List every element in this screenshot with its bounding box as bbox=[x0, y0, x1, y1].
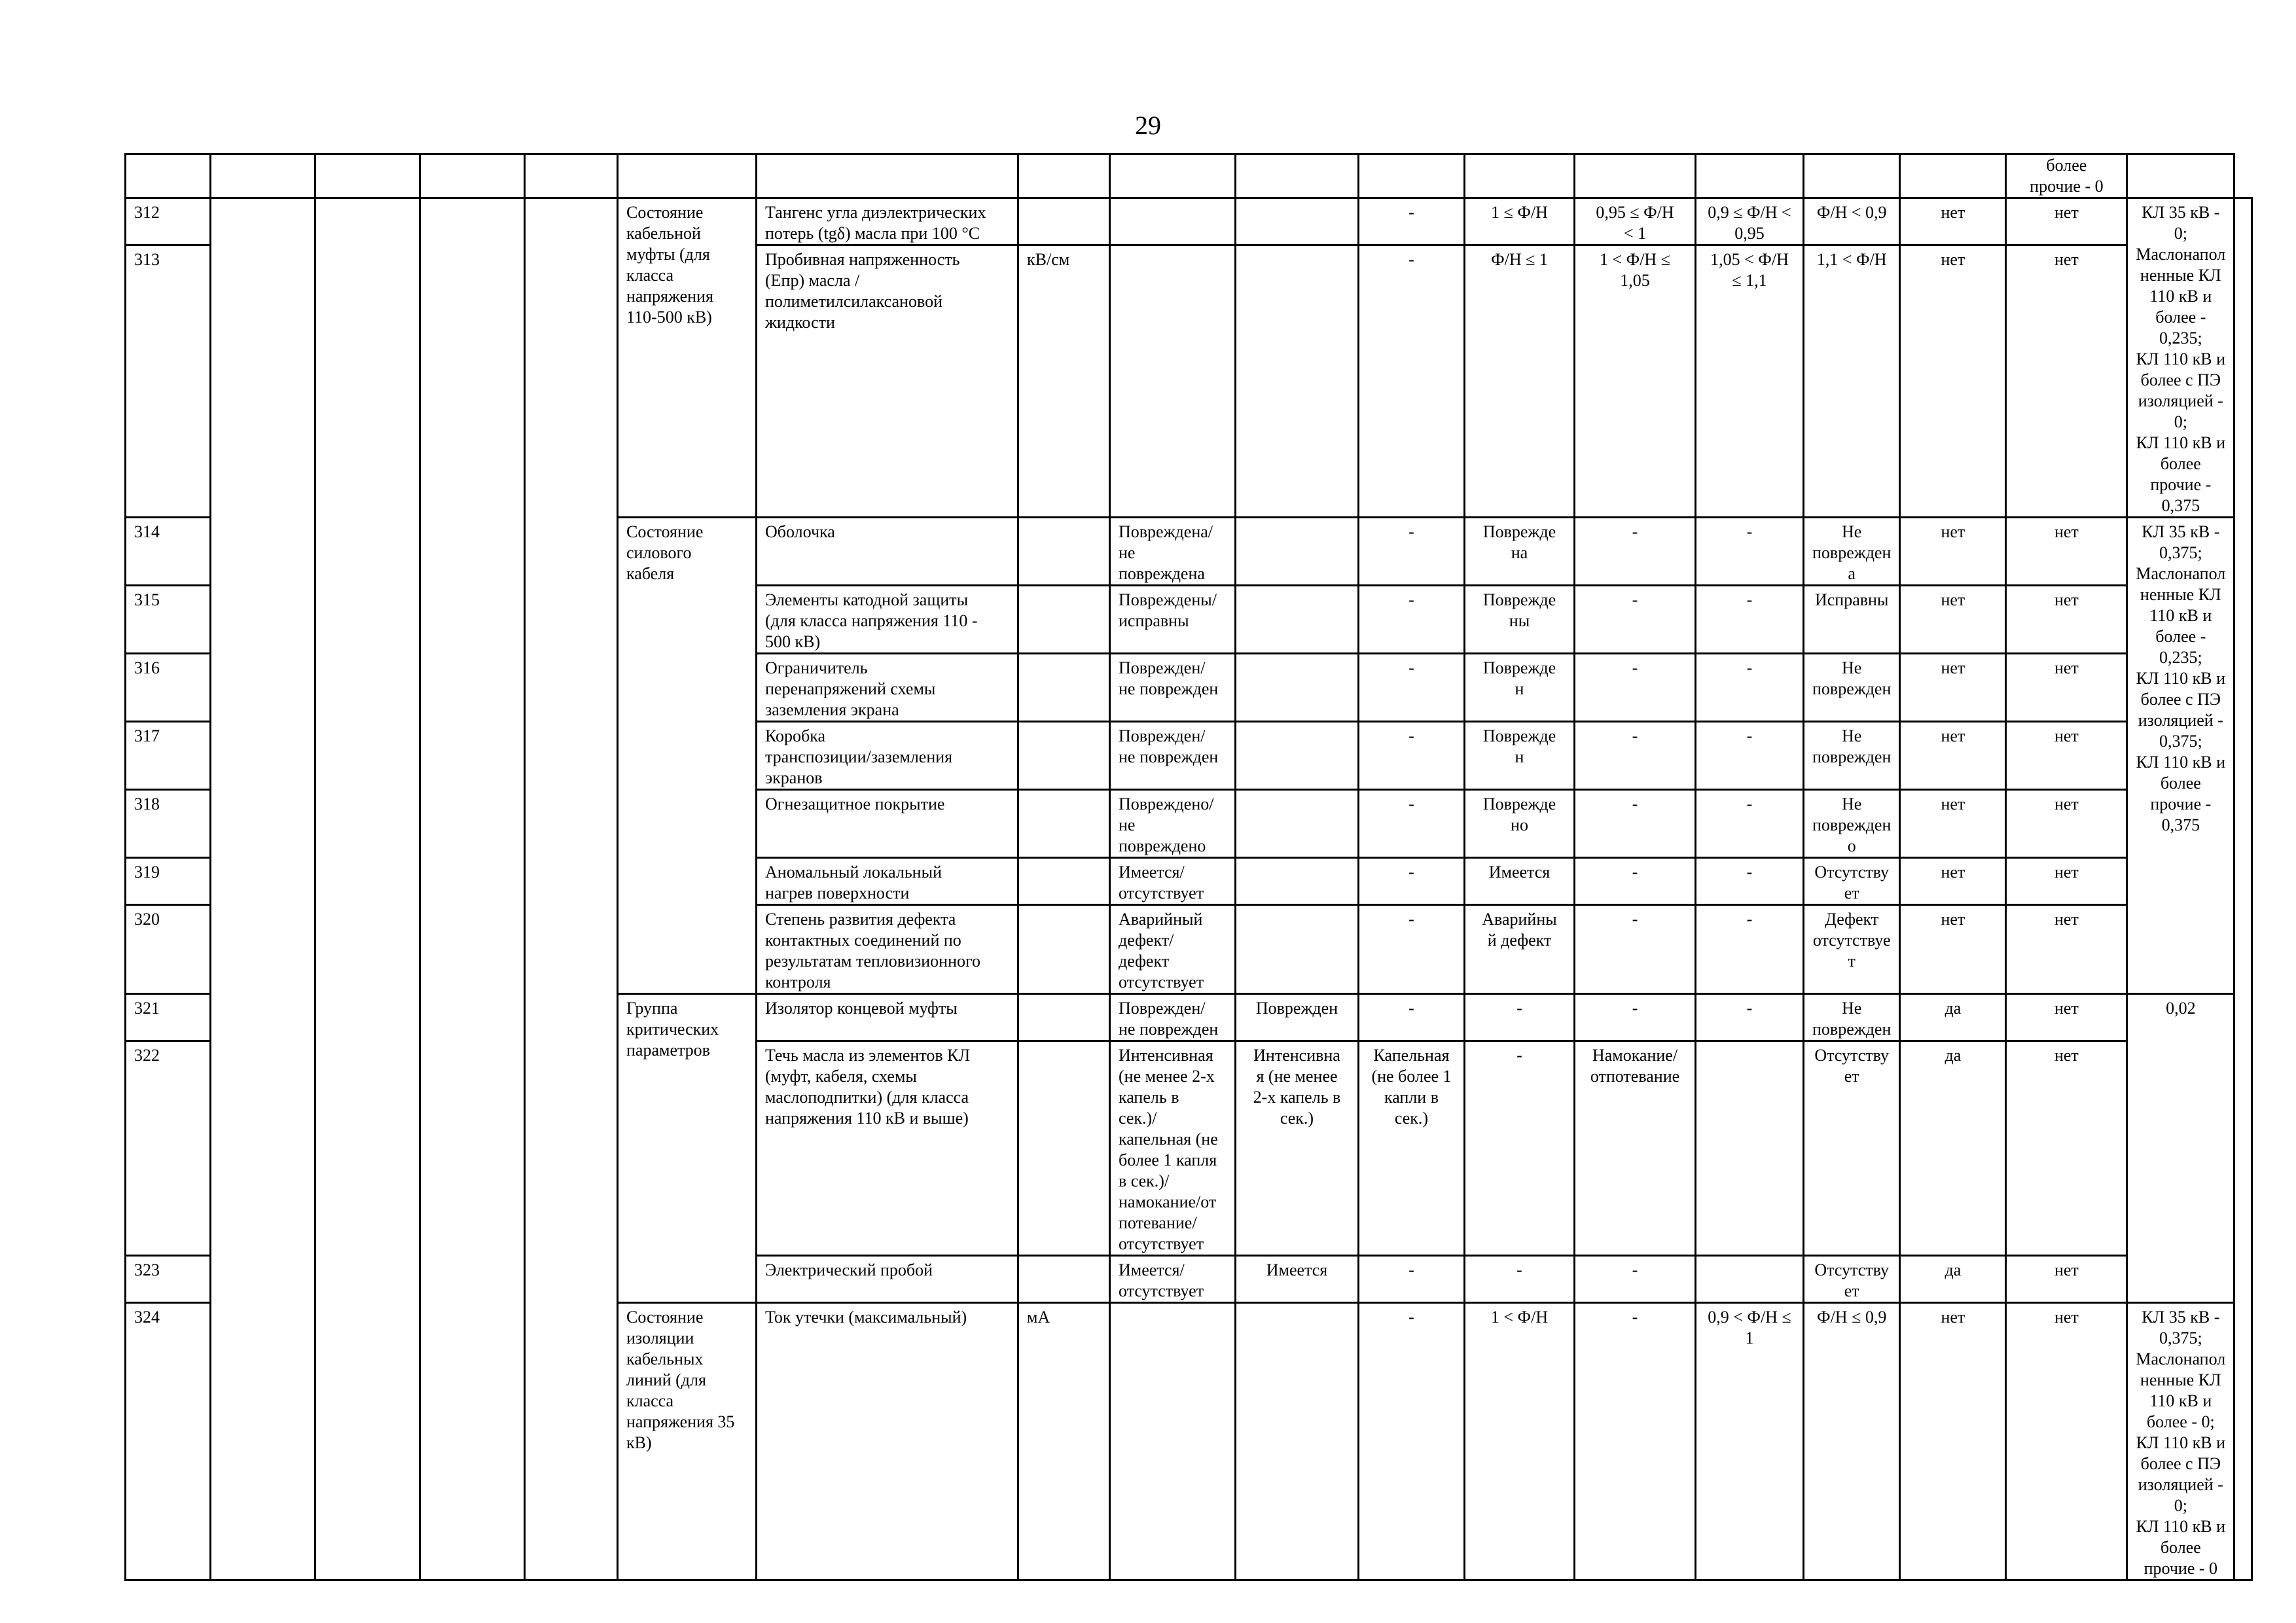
parameter-cell: Ограничитель перенапряжений схемы заземления экрана bbox=[757, 654, 1018, 722]
range-cell-1: - bbox=[1465, 1041, 1575, 1256]
values-cell bbox=[1110, 1303, 1236, 1580]
group-name-cell: Состояние изоляции кабельных линий (для класса напряжения 35 кВ) bbox=[618, 1303, 757, 1580]
table-row-continuation bbox=[126, 154, 2252, 198]
unit-cell bbox=[1018, 1041, 1110, 1256]
note-cell: КЛ 35 кВ - 0,375; Маслонапол ненные КЛ 110 кВ и более - 0,235; КЛ 110 кВ и более с ПЭ изоляцией - 0,375; КЛ 110 кВ и более прочие - 0,375 bbox=[2127, 518, 2234, 994]
unit-cell bbox=[1018, 518, 1110, 586]
critical-cell bbox=[1236, 858, 1359, 905]
unit-cell: кВ/см bbox=[1018, 245, 1110, 518]
level-cell: - bbox=[1359, 790, 1465, 858]
parameter-cell: Изолятор концевой муфты bbox=[757, 994, 1018, 1041]
critical-cell bbox=[1236, 722, 1359, 790]
range-cell-1: Поврежде ны bbox=[1465, 586, 1575, 654]
row-number-cell: 320 bbox=[126, 905, 211, 994]
critical-cell bbox=[1236, 654, 1359, 722]
critical-cell bbox=[1236, 518, 1359, 586]
empty-cell bbox=[525, 198, 618, 1580]
flag-cell-b: нет bbox=[2006, 654, 2127, 722]
critical-cell bbox=[1236, 905, 1359, 994]
range-cell-4: Ф/Н ≤ 0,9 bbox=[1804, 1303, 1900, 1580]
row-number-cell: 314 bbox=[126, 518, 211, 586]
flag-cell-b: нет bbox=[2006, 1303, 2127, 1580]
values-cell bbox=[1110, 245, 1236, 518]
flag-cell-b: нет bbox=[2006, 722, 2127, 790]
range-cell-3: - bbox=[1696, 654, 1804, 722]
parameter-cell: Коробка транспозиции/заземления экранов bbox=[757, 722, 1018, 790]
level-cell: - bbox=[1359, 586, 1465, 654]
range-cell-1: Аварийны й дефект bbox=[1465, 905, 1575, 994]
level-cell: - bbox=[1359, 722, 1465, 790]
range-cell-2: - bbox=[1575, 905, 1696, 994]
flag-cell-a: нет bbox=[1900, 586, 2006, 654]
range-cell-1: Поврежде на bbox=[1465, 518, 1575, 586]
range-cell-3: - bbox=[1696, 994, 1804, 1041]
flag-cell-b: нет bbox=[2006, 518, 2127, 586]
unit-cell bbox=[1018, 654, 1110, 722]
flag-cell-a: нет bbox=[1900, 790, 2006, 858]
flag-cell-a: нет bbox=[1900, 905, 2006, 994]
critical-cell: Поврежден bbox=[1236, 994, 1359, 1041]
unit-cell bbox=[1018, 1256, 1110, 1303]
empty-cell bbox=[2234, 198, 2252, 1580]
values-cell: Имеется/ отсутствует bbox=[1110, 858, 1236, 905]
parameters-table bbox=[124, 153, 2253, 1581]
range-cell-1: - bbox=[1465, 994, 1575, 1041]
empty-cell bbox=[420, 198, 525, 1580]
parameter-cell: Электрический пробой bbox=[757, 1256, 1018, 1303]
values-cell: Поврежден/ не поврежден bbox=[1110, 654, 1236, 722]
range-cell-2: - bbox=[1575, 994, 1696, 1041]
range-cell-4: Не поврежден bbox=[1804, 722, 1900, 790]
range-cell-3: - bbox=[1696, 905, 1804, 994]
flag-cell-b: нет bbox=[2006, 586, 2127, 654]
range-cell-1: Имеется bbox=[1465, 858, 1575, 905]
group-name-cell: Группа критических параметров bbox=[618, 994, 757, 1303]
row-number-cell: 318 bbox=[126, 790, 211, 858]
row-number-cell: 323 bbox=[126, 1256, 211, 1303]
unit-cell bbox=[1018, 198, 1110, 245]
values-cell: Имеется/ отсутствует bbox=[1110, 1256, 1236, 1303]
row-number-cell: 321 bbox=[126, 994, 211, 1041]
range-cell-3 bbox=[1696, 1256, 1804, 1303]
range-cell-1: 1 < Ф/Н bbox=[1465, 1303, 1575, 1580]
group-name-cell: Состояние силового кабеля bbox=[618, 518, 757, 994]
level-cell: - bbox=[1359, 245, 1465, 518]
values-cell bbox=[1110, 198, 1236, 245]
unit-cell bbox=[1018, 905, 1110, 994]
row-number-cell: 312 bbox=[126, 198, 211, 245]
range-cell-4: Исправны bbox=[1804, 586, 1900, 654]
flag-cell-a: да bbox=[1900, 994, 2006, 1041]
range-cell-4: 1,1 < Ф/Н bbox=[1804, 245, 1900, 518]
level-cell: - bbox=[1359, 198, 1465, 245]
values-cell: Повреждены/ исправны bbox=[1110, 586, 1236, 654]
range-cell-2: - bbox=[1575, 790, 1696, 858]
values-cell: Повреждено/ не повреждено bbox=[1110, 790, 1236, 858]
parameter-cell: Огнезащитное покрытие bbox=[757, 790, 1018, 858]
range-cell-1: Поврежде но bbox=[1465, 790, 1575, 858]
row-number-cell: 322 bbox=[126, 1041, 211, 1256]
parameter-cell: Аномальный локальный нагрев поверхности bbox=[757, 858, 1018, 905]
table-row bbox=[126, 198, 2252, 245]
range-cell-4: Отсутству ет bbox=[1804, 858, 1900, 905]
level-cell: - bbox=[1359, 654, 1465, 722]
note-cell: КЛ 35 кВ - 0; Маслонапол ненные КЛ 110 кВ и более - 0,235; КЛ 110 кВ и более с ПЭ изоляцией - 0; КЛ 110 кВ и более прочие - 0,375 bbox=[2127, 198, 2234, 518]
row-number-cell: 315 bbox=[126, 586, 211, 654]
range-cell-1: 1 ≤ Ф/Н bbox=[1465, 198, 1575, 245]
range-cell-3: 1,05 < Ф/Н ≤ 1,1 bbox=[1696, 245, 1804, 518]
flag-cell-b: нет bbox=[2006, 245, 2127, 518]
parameter-cell: Оболочка bbox=[757, 518, 1018, 586]
flag-cell-a: нет bbox=[1900, 858, 2006, 905]
range-cell-2: 0,95 ≤ Ф/Н < 1 bbox=[1575, 198, 1696, 245]
level-cell: Капельная (не более 1 капли в сек.) bbox=[1359, 1041, 1465, 1256]
row-number-cell: 316 bbox=[126, 654, 211, 722]
parameter-cell: Течь масла из элементов КЛ (муфт, кабеля, схемы маслоподпитки) (для класса напряжения 110 кВ и выше) bbox=[757, 1041, 1018, 1256]
values-cell: Поврежден/ не поврежден bbox=[1110, 722, 1236, 790]
range-cell-3: - bbox=[1696, 586, 1804, 654]
row-number-cell: 313 bbox=[126, 245, 211, 518]
range-cell-2: - bbox=[1575, 1303, 1696, 1580]
range-cell-4: Отсутству ет bbox=[1804, 1041, 1900, 1256]
flag-cell-a: да bbox=[1900, 1256, 2006, 1303]
note-cell: 0,02 bbox=[2127, 994, 2234, 1303]
critical-cell bbox=[1236, 245, 1359, 518]
parameter-cell: Элементы катодной защиты (для класса напряжения 110 - 500 кВ) bbox=[757, 586, 1018, 654]
empty-cell bbox=[211, 198, 315, 1580]
range-cell-4: Не поврежден bbox=[1804, 654, 1900, 722]
critical-cell bbox=[1236, 1303, 1359, 1580]
range-cell-2: - bbox=[1575, 654, 1696, 722]
range-cell-1: Ф/Н ≤ 1 bbox=[1465, 245, 1575, 518]
level-cell: - bbox=[1359, 994, 1465, 1041]
level-cell: - bbox=[1359, 1303, 1465, 1580]
range-cell-2: Намокание/ отпотевание bbox=[1575, 1041, 1696, 1256]
values-cell: Поврежден/ не поврежден bbox=[1110, 994, 1236, 1041]
flag-cell-b: нет bbox=[2006, 1041, 2127, 1256]
range-cell-2: - bbox=[1575, 858, 1696, 905]
flag-cell-a: нет bbox=[1900, 518, 2006, 586]
critical-cell bbox=[1236, 790, 1359, 858]
level-cell: - bbox=[1359, 518, 1465, 586]
range-cell-1: - bbox=[1465, 1256, 1575, 1303]
level-cell: - bbox=[1359, 905, 1465, 994]
values-cell: Повреждена/ не повреждена bbox=[1110, 518, 1236, 586]
critical-cell: Имеется bbox=[1236, 1256, 1359, 1303]
row-number-cell: 317 bbox=[126, 722, 211, 790]
flag-cell-b: нет bbox=[2006, 198, 2127, 245]
range-cell-4: Не поврежден а bbox=[1804, 518, 1900, 586]
flag-cell-a: нет bbox=[1900, 654, 2006, 722]
row-number-cell: 319 bbox=[126, 858, 211, 905]
note-cell: КЛ 35 кВ - 0,375; Маслонапол ненные КЛ 110 кВ и более - 0; КЛ 110 кВ и более с ПЭ изоляцией - 0; КЛ 110 кВ и более прочие - 0 bbox=[2127, 1303, 2234, 1580]
range-cell-3: 0,9 ≤ Ф/Н < 0,95 bbox=[1696, 198, 1804, 245]
range-cell-4: Ф/Н < 0,9 bbox=[1804, 198, 1900, 245]
unit-cell bbox=[1018, 586, 1110, 654]
parameter-cell: Тангенс угла диэлектрических потерь (tgδ) масла при 100 °С bbox=[757, 198, 1018, 245]
parameter-cell: Ток утечки (максимальный) bbox=[757, 1303, 1018, 1580]
range-cell-3: - bbox=[1696, 722, 1804, 790]
empty-cell bbox=[315, 198, 420, 1580]
flag-cell-a: нет bbox=[1900, 245, 2006, 518]
range-cell-1: Поврежде н bbox=[1465, 654, 1575, 722]
level-cell: - bbox=[1359, 858, 1465, 905]
unit-cell bbox=[1018, 858, 1110, 905]
flag-cell-b: нет bbox=[2006, 858, 2127, 905]
unit-cell bbox=[1018, 994, 1110, 1041]
critical-cell bbox=[1236, 198, 1359, 245]
flag-cell-a: нет bbox=[1900, 722, 2006, 790]
range-cell-1: Поврежде н bbox=[1465, 722, 1575, 790]
flag-cell-a: нет bbox=[1900, 198, 2006, 245]
range-cell-2: - bbox=[1575, 722, 1696, 790]
document-table-container bbox=[124, 153, 2253, 1581]
range-cell-2: - bbox=[1575, 586, 1696, 654]
range-cell-4: Отсутству ет bbox=[1804, 1256, 1900, 1303]
flag-cell-b: нет bbox=[2006, 1256, 2127, 1303]
note-cell: более прочие - 0 bbox=[2006, 154, 2127, 198]
flag-cell-b: нет bbox=[2006, 994, 2127, 1041]
range-cell-2: - bbox=[1575, 518, 1696, 586]
parameter-cell: Пробивная напряженность (Епр) масла / полиметилсилаксановой жидкости bbox=[757, 245, 1018, 518]
range-cell-3: - bbox=[1696, 858, 1804, 905]
range-cell-4: Дефект отсутствуе т bbox=[1804, 905, 1900, 994]
flag-cell-b: нет bbox=[2006, 790, 2127, 858]
range-cell-2: - bbox=[1575, 1256, 1696, 1303]
flag-cell-a: да bbox=[1900, 1041, 2006, 1256]
range-cell-3 bbox=[1696, 1041, 1804, 1256]
range-cell-4: Не поврежден о bbox=[1804, 790, 1900, 858]
parameter-cell: Степень развития дефекта контактных соединений по результатам тепловизионного контроля bbox=[757, 905, 1018, 994]
range-cell-4: Не поврежден bbox=[1804, 994, 1900, 1041]
critical-cell: Интенсивна я (не менее 2-х капель в сек.) bbox=[1236, 1041, 1359, 1256]
level-cell: - bbox=[1359, 1256, 1465, 1303]
range-cell-3: - bbox=[1696, 790, 1804, 858]
critical-cell bbox=[1236, 586, 1359, 654]
range-cell-3: - bbox=[1696, 518, 1804, 586]
values-cell: Аварийный дефект/ дефект отсутствует bbox=[1110, 905, 1236, 994]
range-cell-3: 0,9 < Ф/Н ≤ 1 bbox=[1696, 1303, 1804, 1580]
group-name-cell: Состояние кабельной муфты (для класса напряжения 110-500 кВ) bbox=[618, 198, 757, 518]
unit-cell bbox=[1018, 790, 1110, 858]
unit-cell bbox=[1018, 722, 1110, 790]
flag-cell-b: нет bbox=[2006, 905, 2127, 994]
values-cell: Интенсивная (не менее 2-х капель в сек.)/ капельная (не более 1 капля в сек.)/ намокание/от потевание/ отсутствует bbox=[1110, 1041, 1236, 1256]
flag-cell-a: нет bbox=[1900, 1303, 2006, 1580]
page-number: 29 bbox=[1135, 111, 1161, 140]
row-number-cell: 324 bbox=[126, 1303, 211, 1580]
unit-cell: мА bbox=[1018, 1303, 1110, 1580]
range-cell-2: 1 < Ф/Н ≤ 1,05 bbox=[1575, 245, 1696, 518]
